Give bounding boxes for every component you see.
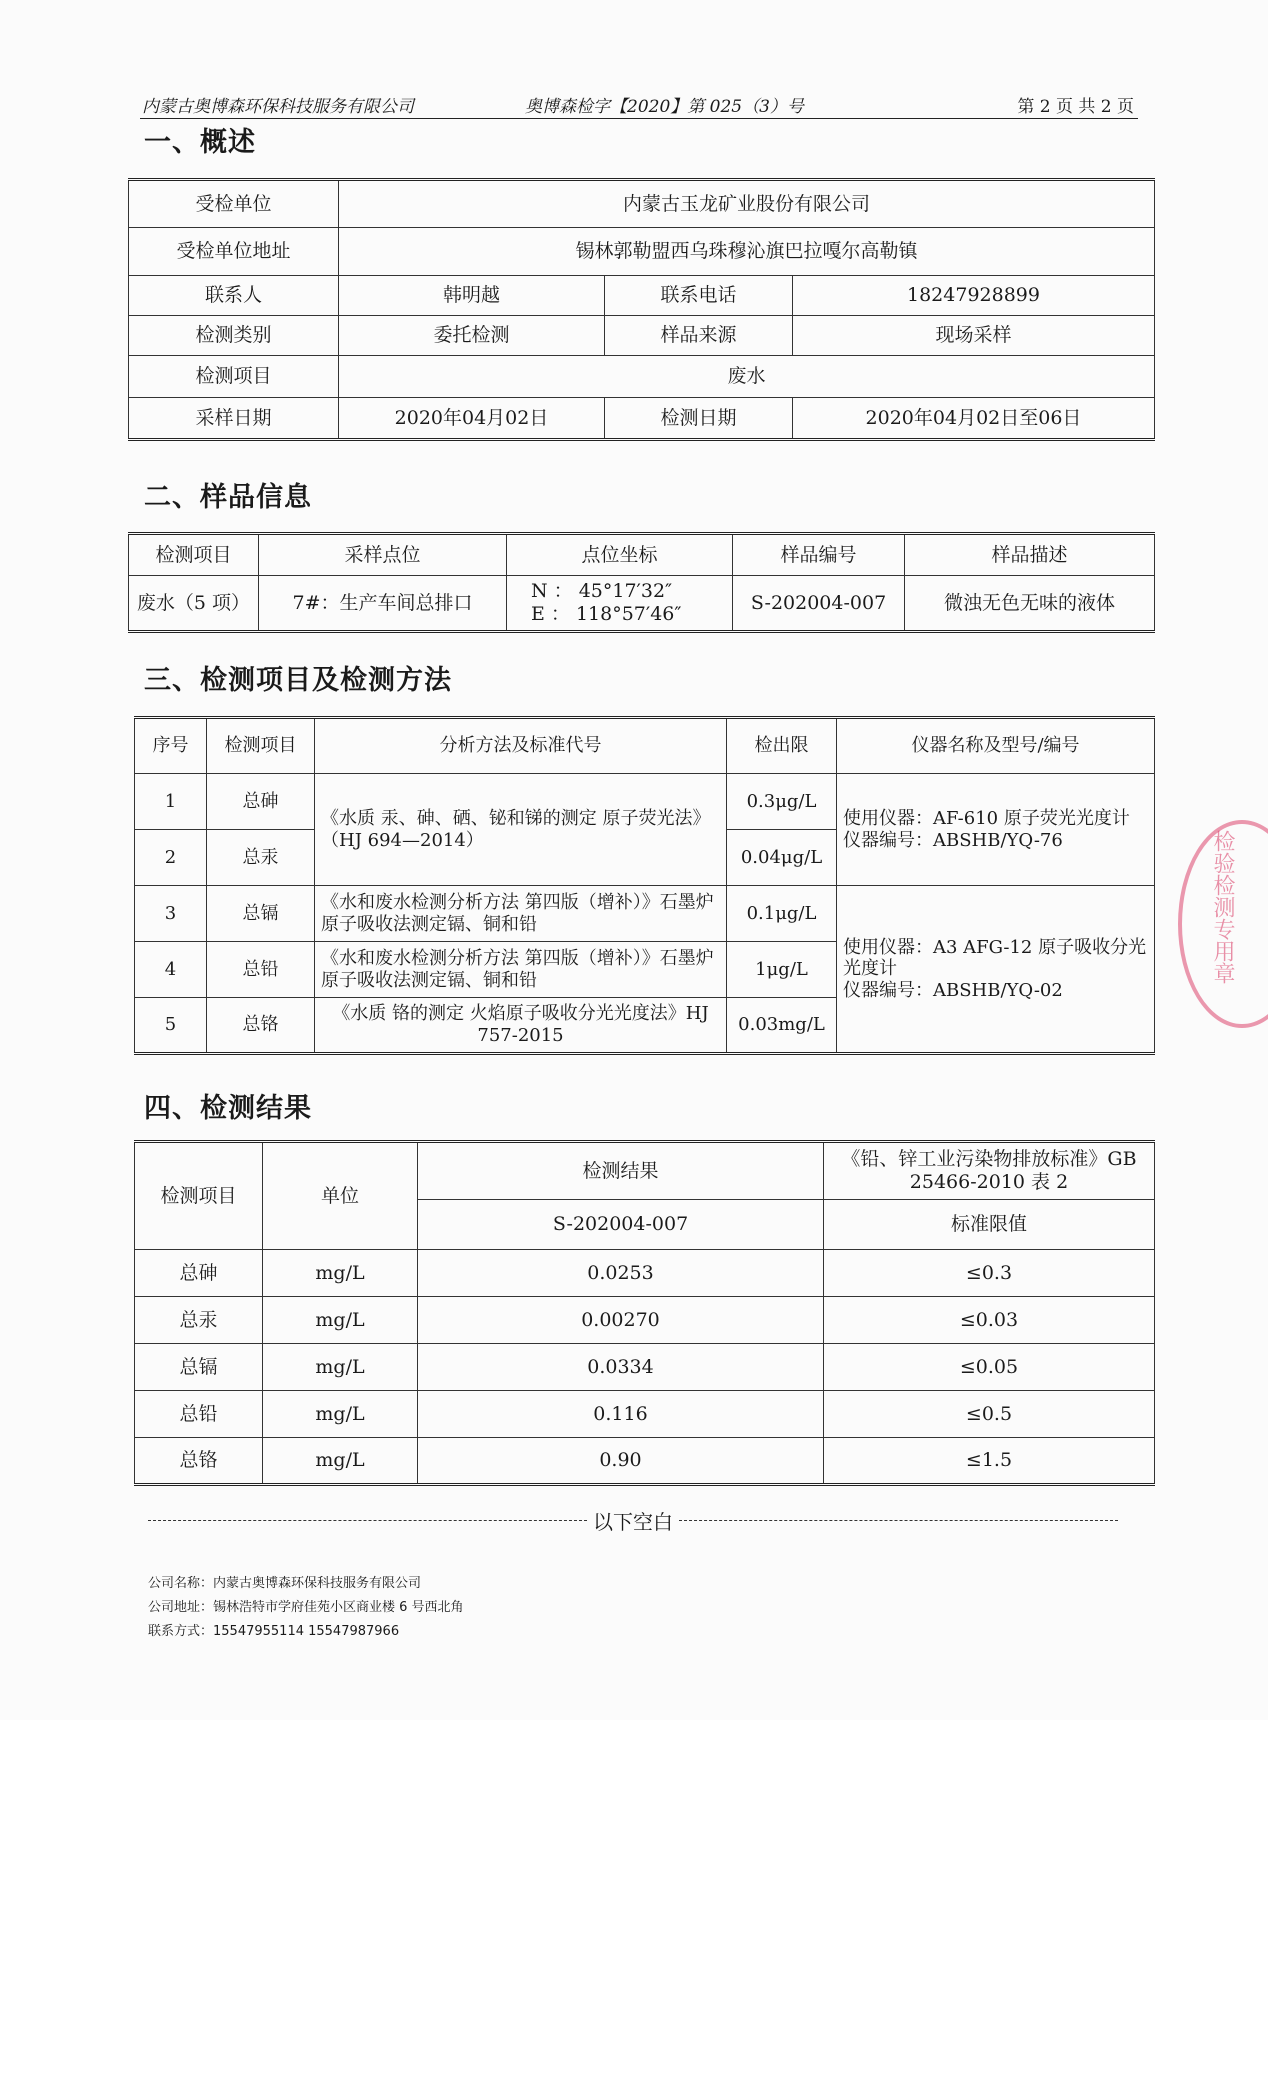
- sample-header: 样品描述: [905, 534, 1155, 576]
- result-limit: ≤0.03: [824, 1297, 1155, 1344]
- section-title-overview: 一、概述: [144, 127, 256, 158]
- overview-item-label: 检测项目: [129, 356, 339, 398]
- methods-row-item: 总汞: [207, 830, 315, 886]
- overview-test-label: 检测日期: [605, 398, 793, 440]
- results-header-unit: 单位: [263, 1142, 418, 1250]
- result-limit: ≤0.05: [824, 1344, 1155, 1391]
- table-row: [135, 1391, 1155, 1438]
- methods-row-no: 5: [135, 998, 207, 1054]
- results-header-result: 检测结果: [418, 1142, 824, 1200]
- methods-row-no: 3: [135, 886, 207, 942]
- result-unit: mg/L: [263, 1250, 418, 1297]
- sample-description: 微浊无色无味的液体: [905, 576, 1155, 632]
- page-header: [140, 88, 1138, 118]
- section-title-results: 四、检测结果: [144, 1093, 312, 1124]
- result-item: 总镉: [135, 1344, 263, 1391]
- overview-table: [128, 178, 1155, 441]
- result-unit: mg/L: [263, 1297, 418, 1344]
- result-unit: mg/L: [263, 1391, 418, 1438]
- overview-test-value: 2020年04月02日至06日: [793, 398, 1155, 440]
- sample-header: 采样点位: [259, 534, 507, 576]
- overview-contact-value: 韩明越: [339, 276, 605, 316]
- section-title-methods: 三、检测项目及检测方法: [144, 665, 452, 696]
- sample-item: 废水（5 项）: [129, 576, 259, 632]
- methods-header: 分析方法及标准代号: [315, 718, 727, 774]
- overview-sampling-value: 2020年04月02日: [339, 398, 605, 440]
- result-value: 0.0253: [418, 1250, 824, 1297]
- instrument-1-code: 仪器编号：ABSHB/YQ-76: [843, 829, 1063, 851]
- methods-header: 检测项目: [207, 718, 315, 774]
- table-row: [135, 1438, 1155, 1485]
- result-item: 总砷: [135, 1250, 263, 1297]
- results-header-sample-code: S-202004-007: [418, 1200, 824, 1250]
- sample-table: [128, 532, 1155, 633]
- overview-type-value: 委托检测: [339, 316, 605, 356]
- methods-row-item: 总铬: [207, 998, 315, 1054]
- overview-source-label: 样品来源: [605, 316, 793, 356]
- result-value: 0.90: [418, 1438, 824, 1485]
- sample-coord-e: E ： 118°57′46″: [531, 603, 682, 625]
- methods-row-limit: 0.3μg/L: [727, 774, 837, 830]
- overview-type-label: 检测类别: [129, 316, 339, 356]
- sample-header: 样品编号: [733, 534, 905, 576]
- methods-row-item: 总铅: [207, 942, 315, 998]
- table-row: [135, 1250, 1155, 1297]
- results-header-limit: 标准限值: [824, 1200, 1155, 1250]
- header-rule: [140, 118, 1138, 119]
- methods-row-no: 4: [135, 942, 207, 998]
- methods-instrument-2: [837, 886, 1155, 1054]
- table-row: [135, 1344, 1155, 1391]
- methods-header: 序号: [135, 718, 207, 774]
- result-value: 0.116: [418, 1391, 824, 1438]
- sample-point: 7#：生产车间总排口: [259, 576, 507, 632]
- result-value: 0.00270: [418, 1297, 824, 1344]
- overview-sampling-label: 采样日期: [129, 398, 339, 440]
- results-table: [134, 1140, 1155, 1486]
- methods-row-method: 《水质 汞、砷、硒、铋和锑的测定 原子荧光法》（HJ 694—2014）: [315, 774, 727, 886]
- methods-row-no: 1: [135, 774, 207, 830]
- instrument-1-name: 使用仪器：AF-610 原子荧光光度计: [843, 807, 1130, 829]
- methods-row-limit: 0.03mg/L: [727, 998, 837, 1054]
- methods-row-method: 《水和废水检测分析方法 第四版（增补）》石墨炉原子吸收法测定镉、铜和铅: [315, 942, 727, 998]
- table-row: [135, 1297, 1155, 1344]
- instrument-2-name: 使用仪器：A3 AFG-12 原子吸收分光光度计: [843, 936, 1147, 980]
- results-header-item: 检测项目: [135, 1142, 263, 1250]
- methods-row-method: 《水质 铬的测定 火焰原子吸收分光光度法》HJ 757-2015: [315, 998, 727, 1054]
- result-item: 总汞: [135, 1297, 263, 1344]
- overview-phone-label: 联系电话: [605, 276, 793, 316]
- header-report-number: 奥博森检字【2020】第 025（3）号: [525, 97, 804, 117]
- methods-table: [134, 716, 1155, 1055]
- methods-row-method: 《水和废水检测分析方法 第四版（增补）》石墨炉原子吸收法测定镉、铜和铅: [315, 886, 727, 942]
- footer-contact: 联系方式：15547955114 15547987966: [148, 1624, 400, 1639]
- header-page-number: 第 2 页 共 2 页: [1017, 97, 1134, 117]
- sample-header: 检测项目: [129, 534, 259, 576]
- result-item: 总铬: [135, 1438, 263, 1485]
- methods-instrument-1: [837, 774, 1155, 886]
- overview-source-value: 现场采样: [793, 316, 1155, 356]
- methods-row-limit: 0.04μg/L: [727, 830, 837, 886]
- overview-contact-label: 联系人: [129, 276, 339, 316]
- overview-phone-value: 18247928899: [793, 276, 1155, 316]
- result-item: 总铅: [135, 1391, 263, 1438]
- methods-row-limit: 0.1μg/L: [727, 886, 837, 942]
- section-title-sample: 二、样品信息: [144, 482, 312, 513]
- inspection-seal-text: 检验检测专用章: [1210, 830, 1235, 984]
- result-value: 0.0334: [418, 1344, 824, 1391]
- end-note: 以下空白: [593, 1510, 673, 1534]
- methods-row-item: 总砷: [207, 774, 315, 830]
- sample-coord-n: N ： 45°17′32″: [531, 580, 673, 603]
- results-header-standard: 《铅、锌工业污染物排放标准》GB 25466-2010 表 2: [824, 1142, 1155, 1200]
- company-footer: [148, 1572, 464, 1644]
- overview-address-value: 锡林郭勒盟西乌珠穆沁旗巴拉嘎尔高勒镇: [339, 228, 1155, 276]
- result-unit: mg/L: [263, 1438, 418, 1485]
- methods-header: 检出限: [727, 718, 837, 774]
- methods-header: 仪器名称及型号/编号: [837, 718, 1155, 774]
- result-limit: ≤0.3: [824, 1250, 1155, 1297]
- methods-row-item: 总镉: [207, 886, 315, 942]
- overview-unit-value: 内蒙古玉龙矿业股份有限公司: [339, 180, 1155, 228]
- result-unit: mg/L: [263, 1344, 418, 1391]
- sample-coordinates: [507, 576, 733, 632]
- overview-address-label: 受检单位地址: [129, 228, 339, 276]
- sample-header: 点位坐标: [507, 534, 733, 576]
- footer-company-address: 公司地址：锡林浩特市学府佳苑小区商业楼 6 号西北角: [148, 1600, 464, 1615]
- result-limit: ≤1.5: [824, 1438, 1155, 1485]
- footer-company-name: 公司名称：内蒙古奥博森环保科技服务有限公司: [148, 1576, 422, 1591]
- overview-item-value: 废水: [339, 356, 1155, 398]
- header-company: 内蒙古奥博森环保科技服务有限公司: [142, 97, 414, 117]
- result-limit: ≤0.5: [824, 1391, 1155, 1438]
- sample-code: S-202004-007: [733, 576, 905, 632]
- end-of-content-marker: [148, 1506, 1118, 1535]
- methods-row-no: 2: [135, 830, 207, 886]
- instrument-2-code: 仪器编号：ABSHB/YQ-02: [843, 979, 1063, 1001]
- overview-unit-label: 受检单位: [129, 180, 339, 228]
- methods-row-limit: 1μg/L: [727, 942, 837, 998]
